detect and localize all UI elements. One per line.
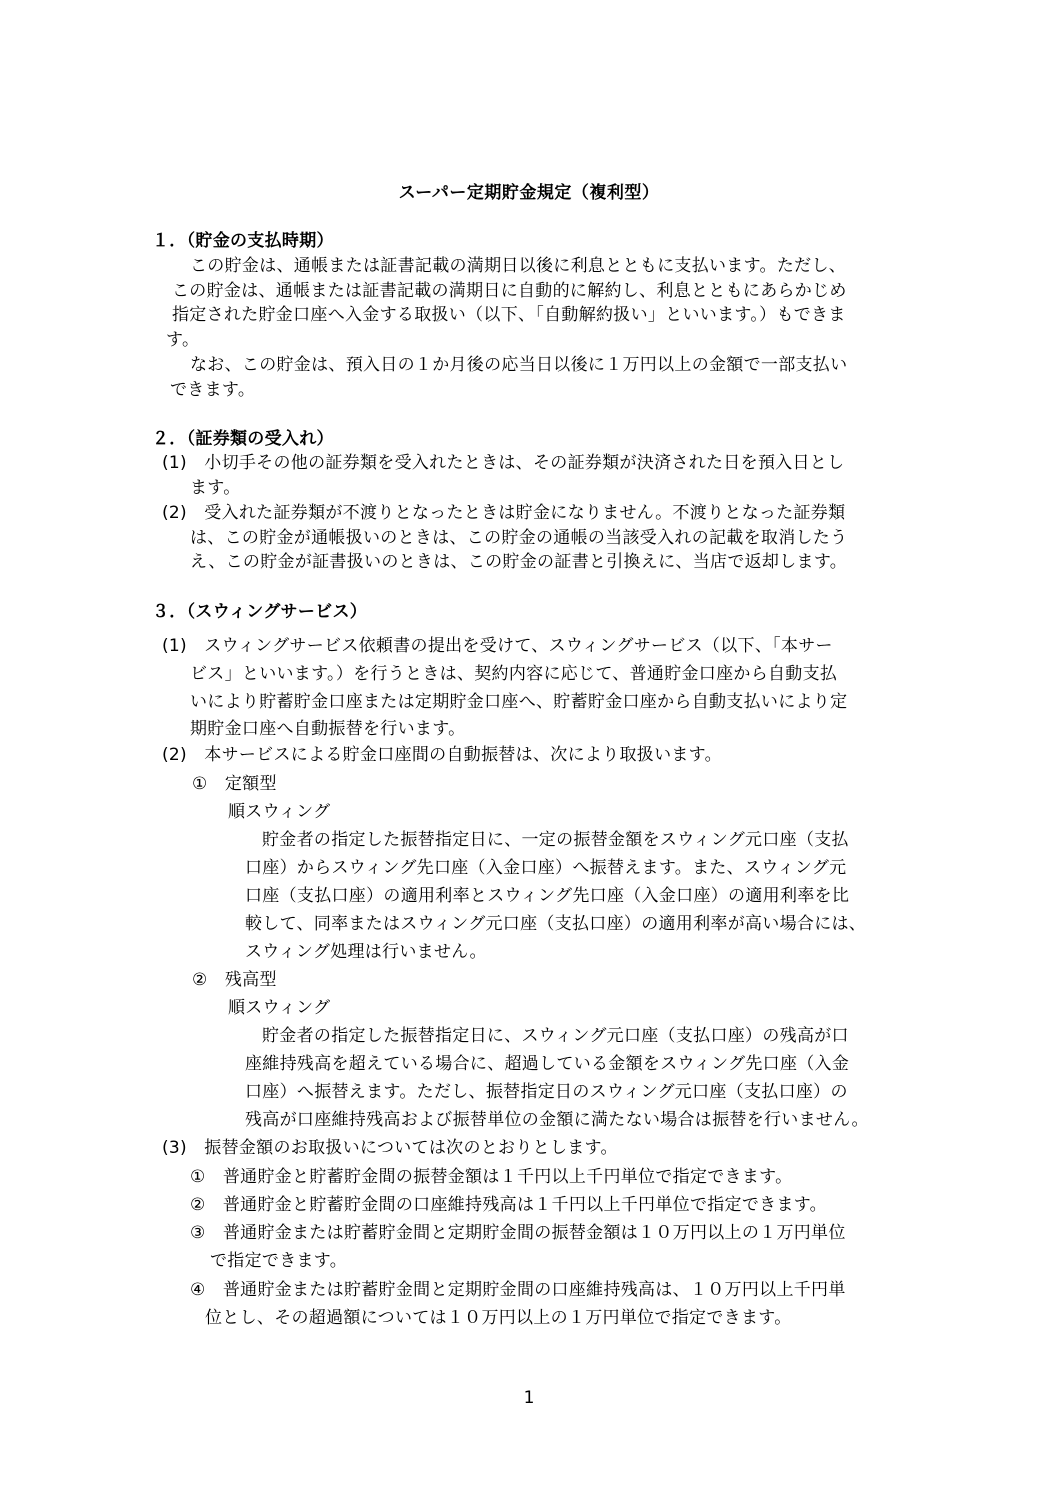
section-3-line: 口座）へ振替えます。ただし、振替指定日のスウィング元口座（支払口座）の: [245, 1082, 848, 1102]
section-3-line: ③ 普通貯金または貯蓄貯金間と定期貯金間の振替金額は１０万円以上の１万円単位: [190, 1223, 846, 1243]
section-3-line: 期貯金口座へ自動振替を行います。: [190, 719, 466, 739]
section-1-line: 指定された貯金口座へ入金する取扱い（以下、「自動解約扱い」といいます。）もできま: [172, 305, 846, 325]
section-2-line: (1) 小切手その他の証券類を受入れたときは、その証券類が決済された日を預入日とし: [162, 453, 845, 473]
section-3-line: 口座）からスウィング先口座（入金口座）へ振替えます。また、スウィング元: [245, 858, 847, 878]
section-3-line: スウィング処理は行いません。: [245, 942, 487, 962]
section-3-line: 位とし、その超過額については１０万円以上の１万円単位で指定できます。: [205, 1308, 792, 1328]
section-3-line: 残高が口座維持残高および振替単位の金額に満たない場合は振替を行いません。: [245, 1110, 869, 1130]
section-3-line: 順スウィング: [228, 802, 331, 822]
section-3-line: 較して、同率またはスウィング元口座（支払口座）の適用利率が高い場合には、: [245, 914, 867, 934]
section-3-line: いにより貯蓄貯金口座または定期貯金口座へ、貯蓄貯金口座から自動支払いにより定: [190, 692, 848, 712]
section-3-line: ① 定額型: [192, 774, 277, 794]
section-3-line: 座維持残高を超えている場合に、超過している金額をスウィング先口座（入金: [245, 1054, 850, 1074]
section-3-line: 貯金者の指定した振替指定日に、一定の振替金額をスウィング元口座（支払: [262, 830, 849, 850]
section-3-heading: ３．（スウィングサービス）: [152, 602, 368, 622]
section-3-line: ビス」といいます。）を行うときは、契約内容に応じて、普通貯金口座から自動支払: [190, 664, 838, 684]
section-1-line: この貯金は、通帳または証書記載の満期日以後に利息とともに支払います。ただし、: [190, 256, 847, 276]
section-2-line: は、この貯金が通帳扱いのときは、この貯金の通帳の当該受入れの記載を取消したう: [190, 528, 848, 548]
section-3-line: ② 残高型: [192, 970, 277, 990]
section-1-line: す。: [166, 330, 200, 350]
section-3-line: (3) 振替金額のお取扱いについては次のとおりとします。: [162, 1138, 618, 1158]
document-title: スーパー定期貯金規定（複利型）: [398, 183, 660, 203]
section-1-line: この貯金は、通帳または証書記載の満期日に自動的に解約し、利息とともにあらかじめ: [172, 281, 847, 301]
section-3-line: で指定できます。: [210, 1251, 348, 1271]
section-2-line: え、この貯金が証書扱いのときは、この貯金の証書と引換えに、当店で返却します。: [190, 552, 848, 572]
section-3-line: ④ 普通貯金または貯蓄貯金間と定期貯金間の口座維持残高は、１０万円以上千円単: [190, 1280, 846, 1300]
section-3-line: 貯金者の指定した振替指定日に、スウィング元口座（支払口座）の残高が口: [262, 1026, 849, 1046]
section-1-heading: １．（貯金の支払時期）: [152, 231, 334, 251]
section-3-line: 順スウィング: [228, 998, 331, 1018]
section-1-line: なお、この貯金は、預入日の１か月後の応当日以後に１万円以上の金額で一部支払い: [190, 355, 848, 375]
section-3-line: ① 普通貯金と貯蓄貯金間の振替金額は１千円以上千円単位で指定できます。: [190, 1167, 793, 1187]
section-1-line: できます。: [170, 380, 256, 400]
section-3-line: (1) スウィングサービス依頼書の提出を受けて、スウィングサービス（以下、「本サー: [162, 636, 833, 656]
section-2-line: (2) 受入れた証券類が不渡りとなったときは貯金になりません。不渡りとなった証券類: [162, 503, 846, 523]
section-3-line: ② 普通貯金と貯蓄貯金間の口座維持残高は１千円以上千円単位で指定できます。: [190, 1195, 827, 1215]
page-number: 1: [523, 1388, 535, 1408]
section-3-line: 口座（支払口座）の適用利率とスウィング先口座（入金口座）の適用利率を比: [245, 886, 850, 906]
section-2-heading: ２．（証券類の受入れ）: [152, 429, 334, 449]
section-3-line: (2) 本サービスによる貯金口座間の自動振替は、次により取扱います。: [162, 745, 722, 765]
section-2-line: ます。: [190, 478, 241, 498]
